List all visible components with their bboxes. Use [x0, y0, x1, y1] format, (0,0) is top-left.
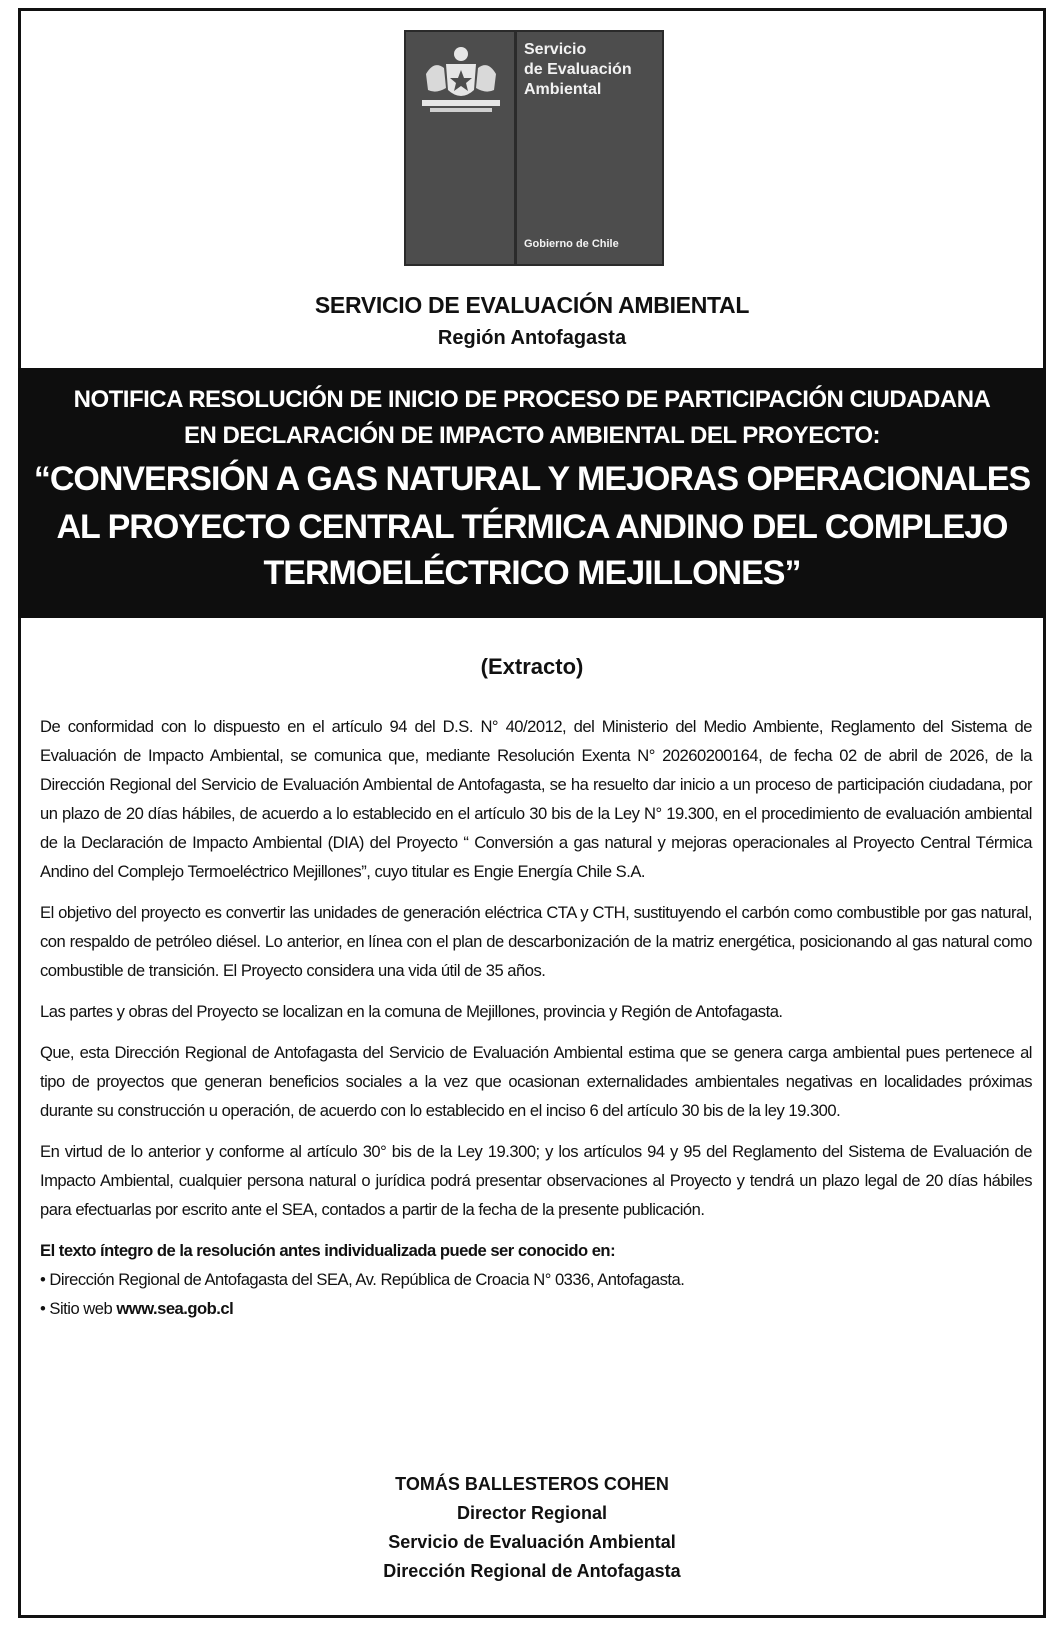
where-item-website-prefix: Sitio web [49, 1299, 117, 1318]
signatory-org: Servicio de Evaluación Ambiental [388, 1532, 676, 1552]
banner-line-3: “CONVERSIÓN A GAS NATURAL Y MEJORAS OPERACIONALES [33, 460, 1031, 498]
where-item-office [40, 1265, 1032, 1294]
logo-line-1: Servicio [524, 41, 587, 58]
signatory-unit: Dirección Regional de Antofagasta [383, 1561, 681, 1581]
signatory-title: Director Regional [456, 1503, 608, 1523]
where-heading: El texto íntegro de la resolución antes individualizada puede ser conocido en: [40, 1241, 616, 1260]
org-name: SERVICIO DE EVALUACIÓN AMBIENTAL [314, 292, 750, 318]
where-item-office-text: Dirección Regional de Antofagasta del SEA, Av. República de Croacia N° 0336, Antofagasta. [49, 1270, 685, 1289]
chile-coat-of-arms-icon [416, 44, 506, 116]
logo-divider [514, 32, 517, 264]
paragraph-2: El objetivo del proyecto es convertir las unidades de generación eléctrica CTA y CTH, sustituyendo el carbón como combustible por gas natural, con respaldo de petróleo diésel. Lo anterior, en línea con el plan de descarbonización de la matriz energética, posicionando al gas natural como combustible de transición. El Proyecto considera una vida útil de 35 años. [40, 903, 1032, 980]
banner-line-2: EN DECLARACIÓN DE IMPACTO AMBIENTAL DEL PROYECTO: [184, 422, 880, 449]
banner-line-1: NOTIFICA RESOLUCIÓN DE INICIO DE PROCESO DE PARTICIPACIÓN CIUDADANA [73, 386, 991, 413]
org-region: Región Antofagasta [437, 327, 627, 349]
sea-logo [404, 30, 664, 266]
notice-body [40, 712, 1032, 1323]
logo-footer: Gobierno de Chile [524, 238, 619, 250]
where-item-website [40, 1294, 1032, 1323]
where-list [40, 1265, 1032, 1323]
banner-line-5: TERMOELÉCTRICO MEJILLONES” [263, 554, 801, 592]
paragraph-1: De conformidad con lo dispuesto en el artículo 94 del D.S. N° 40/2012, del Ministerio del Medio Ambiente, Reglamento del Sistema de Evaluación de Impacto Ambiental, se comunica que, mediante Resolución Exenta N° 20260200164, de fecha 02 de abril de 2026, de la Dirección Regional del Servicio de Evaluación Ambiental de Antofagasta, se ha resuelto dar inicio a un proceso de participación ciudadana, por un plazo de 20 días hábiles, de acuerdo a lo establecido en el artículo 30 bis de la Ley N° 19.300, en el procedimiento de evaluación ambiental de la Declaración de Impacto Ambiental (DIA) del Proyecto “ Conversión a gas natural y mejoras operacionales al Proyecto Central Térmica Andino del Complejo Termoeléctrico Mejillones”, cuyo titular es Engie Energía Chile S.A. [40, 717, 1032, 881]
title-banner [18, 368, 1046, 618]
logo-line-2: de Evaluación [524, 61, 632, 78]
banner-line-4: AL PROYECTO CENTRAL TÉRMICA ANDINO DEL COMPLEJO [56, 508, 1008, 546]
extracto-label: (Extracto) [480, 654, 584, 679]
paragraph-4: Que, esta Dirección Regional de Antofagasta del Servicio de Evaluación Ambiental estima que se genera carga ambiental pues pertenece al tipo de proyectos que generan beneficios sociales a la vez que ocasionan externalidades ambientales negativas en localidades próximas durante su construcción u operación, de acuerdo con lo establecido en el inciso 6 del artículo 30 bis de la ley 19.300. [40, 1043, 1032, 1120]
website-link[interactable]: www.sea.gob.cl [116, 1299, 234, 1318]
signatory-name: TOMÁS BALLESTEROS COHEN [395, 1474, 669, 1494]
paragraph-3: Las partes y obras del Proyecto se localizan en la comuna de Mejillones, provincia y Región de Antofagasta. [40, 1002, 783, 1021]
paragraph-5: En virtud de lo anterior y conforme al artículo 30° bis de la Ley 19.300; y los artículos 94 y 95 del Reglamento del Sistema de Evaluación de Impacto Ambiental, cualquier persona natural o jurídica podrá presentar observaciones al Proyecto y tendrá un plazo legal de 20 días hábiles para efectuarlas por escrito ante el SEA, contados a partir de la fecha de la presente publicación. [40, 1142, 1032, 1219]
logo-line-3: Ambiental [524, 81, 602, 98]
